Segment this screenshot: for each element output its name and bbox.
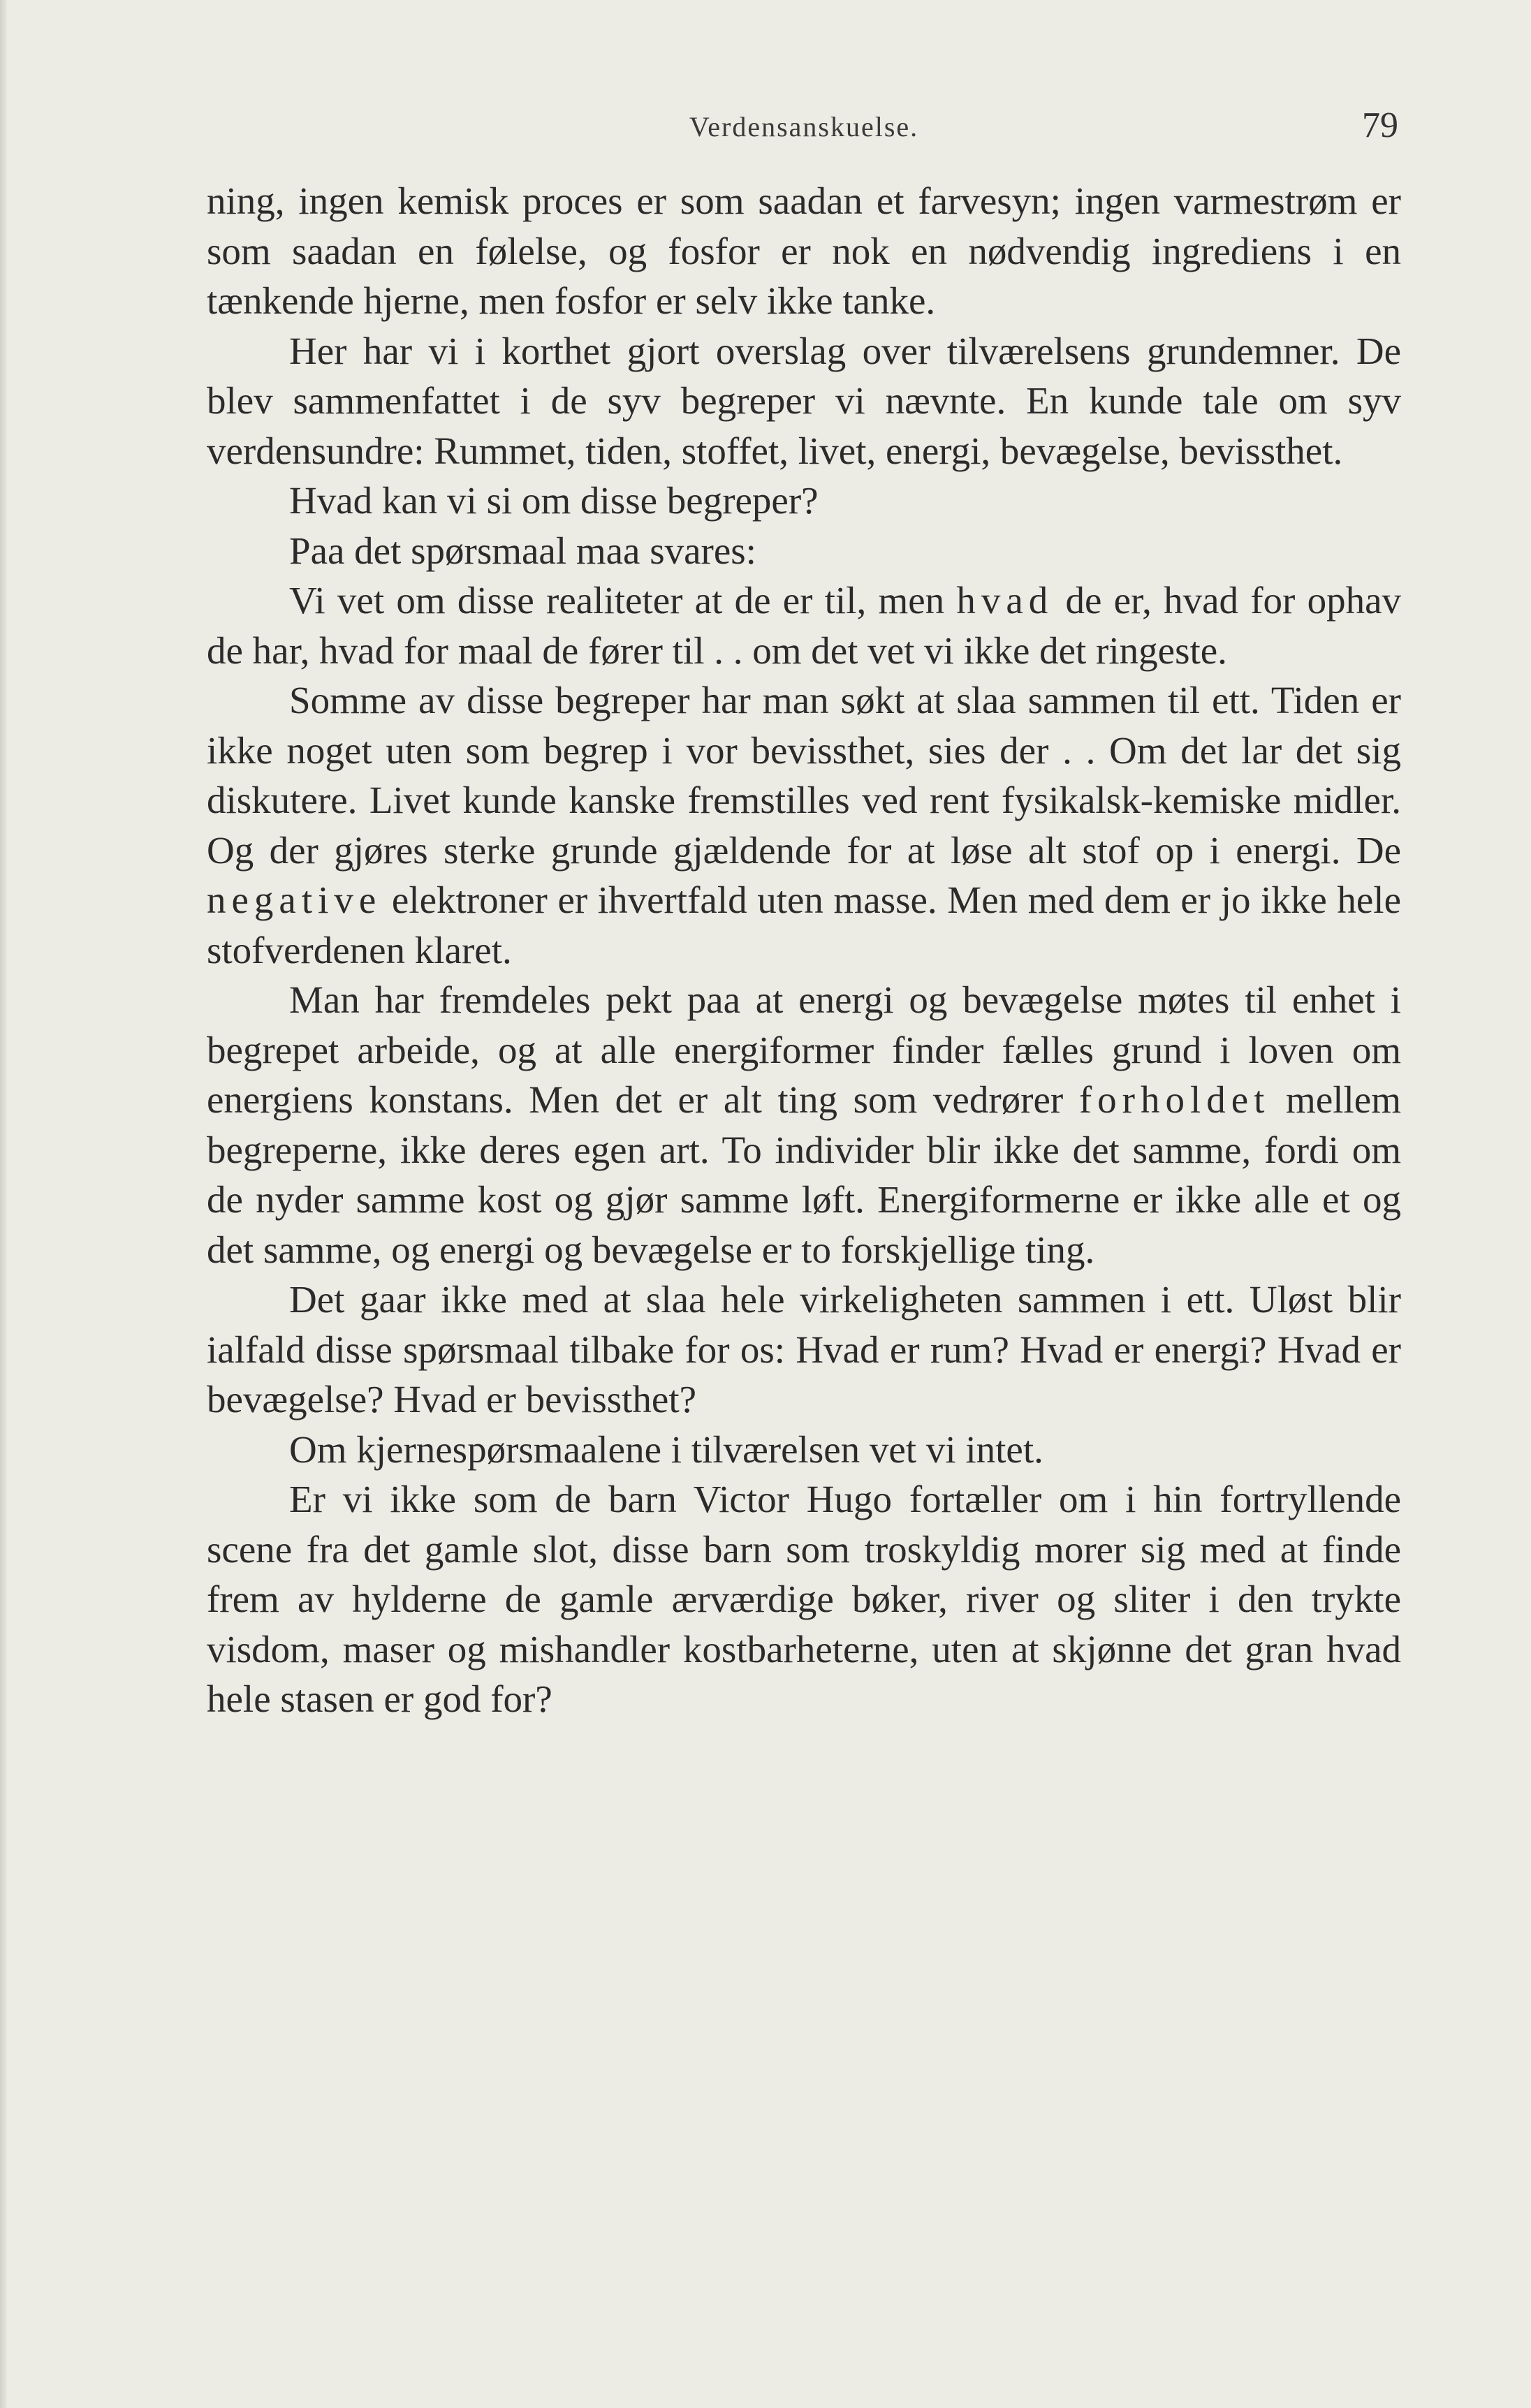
text-segment: Om kjernespørsmaalene i tilværelsen vet vi intet. — [289, 1427, 1043, 1471]
spaced-emphasis: forholdet — [1078, 1078, 1270, 1121]
text-segment: Hvad kan vi si om disse begreper? — [289, 479, 819, 522]
text-segment: elektroner er ihvertfald uten masse. Men med dem er jo ikke hele stofverdenen klaret. — [207, 879, 1401, 971]
paragraph — [207, 326, 1401, 476]
paragraph — [207, 476, 1401, 526]
text-segment: Somme av disse begreper har man søkt at slaa sammen til ett. Tiden er ikke noget uten som begrep i vor bevissthet, sies der . . Om det lar det sig diskutere. Livet kunde kanske fremstilles ved rent fysikalsk-kemiske midler. Og der gjøres sterke grunde gjældende for at løse alt stof op i energi. De — [207, 679, 1401, 872]
book-page — [207, 105, 1401, 1724]
page-number: 79 — [1362, 105, 1398, 145]
text-segment: Her har vi i korthet gjort overslag over tilværelsens grundemner. De blev sammenfattet i de syv begreper vi nævnte. En kunde tale om syv verdensundre: Rummet, tiden, stoffet, livet, energi, bevægelse, bevissthet. — [207, 329, 1401, 472]
paragraph — [207, 526, 1401, 576]
text-segment: Er vi ikke som de barn Victor Hugo fortæller om i hin fortryllende scene fra det gamle slot, disse barn som troskyldig morer sig med at finde frem av hylderne de gamle ærværdige bøker, river og sliter i den trykte visdom, maser og mishandler kostbarheterne, uten at skjønne det gran hvad hele stasen er god for? — [207, 1478, 1401, 1720]
running-head-title: Verdensanskuelse. — [689, 111, 919, 142]
text-segment: Det gaar ikke med at slaa hele virkeligheten sammen i ett. Uløst blir ialfald disse spørsmaal tilbake for os: Hvad er rum? Hvad er energi? Hvad er bevægelse? Hvad er bevissthet? — [207, 1278, 1401, 1420]
body-text — [207, 176, 1401, 1724]
spaced-emphasis: hvad — [956, 579, 1054, 622]
page-edge — [0, 0, 7, 2408]
paragraph — [207, 1474, 1401, 1724]
spaced-emphasis: negative — [207, 879, 382, 921]
text-segment: de er, hvad for ophav de har, hvad for maal de fører til . . om det vet vi ikke det ringeste. — [207, 579, 1402, 672]
paragraph — [207, 575, 1401, 675]
running-head — [207, 105, 1401, 161]
paragraph — [207, 176, 1401, 326]
text-segment: Man har fremdeles pekt paa at energi og bevægelse møtes til enhet i begrepet arbeide, og at alle energiformer finder fælles grund i loven om energiens konstans. Men det er alt ting som vedrører — [207, 978, 1401, 1121]
text-segment: mellem begreperne, ikke deres egen art. To individer blir ikke det samme, fordi om de nyder samme kost og gjør samme løft. Energiformerne er ikke alle et og det samme, og energi og bevægelse er to forskjellige ting. — [207, 1078, 1401, 1271]
text-segment: ning, ingen kemisk proces er som saadan et farvesyn; ingen varmestrøm er som saadan en følelse, og fosfor er nok en nødvendig ingrediens i en tænkende hjerne, men fosfor er selv ikke tanke. — [207, 179, 1401, 322]
paragraph — [207, 675, 1401, 975]
text-segment: Vi vet om disse realiteter at de er til, men — [289, 579, 957, 622]
paragraph — [207, 1425, 1401, 1475]
paragraph — [207, 975, 1401, 1275]
text-segment: Paa det spørsmaal maa svares: — [289, 529, 756, 572]
paragraph — [207, 1275, 1401, 1425]
